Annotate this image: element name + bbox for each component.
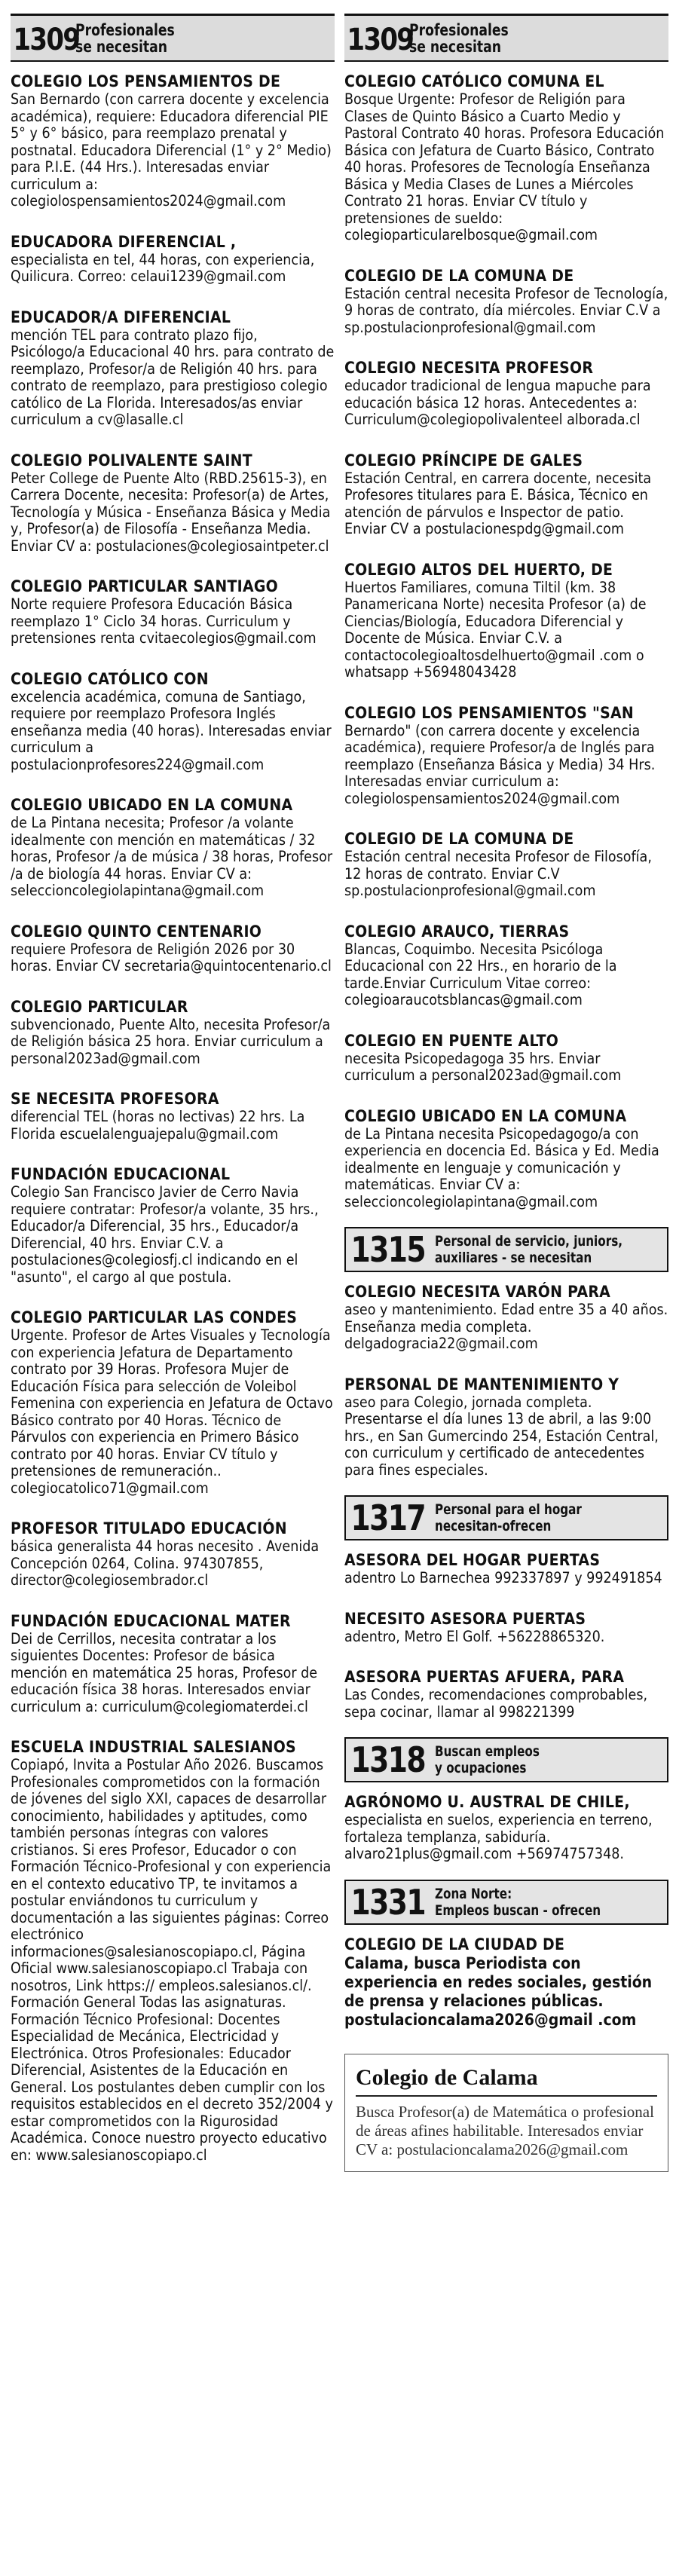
classified-ad xyxy=(344,1668,668,1721)
ad-body: Huertos Familiares, comuna Tiltil (km. 38 Panamericana Norte) necesita Profesor (a) de Ciencias/Biología, Educadora Diferencial y Docente de Música. Enviar C.V. a contactocolegioaltosdelhuerto@gmail .com o whatsapp +56948043428 xyxy=(344,578,647,681)
ad-body: Copiapó, Invita a Postular Año 2026. Buscamos Profesionales comprometidos con la formación de jóvenes del siglo XXI, capaces de desarrollar conocimiento, habilidades y aptitudes, como también personas íntegras con valores cristianos. Si eres Profesor, Educador o con Formación Técnico-Profesional y con experiencia en el contexto educativo TP, te invitamos a postular enviándonos tu curriculum y documentación a las siguientes páginas: Correo electrónico informaciones@salesianoscopiapo.cl, Página Oficial www.salesianoscopiapo.cl Trabaja con nosotros, Link https:// empleos.salesianos.cl/. Formación General Todas las asignaturas. Formación Técnico Profesional: Docentes Especialidad de Mecánica, Electricidad y Electrónica. Otros Profesionales: Educador Diferencial, Asistentes de la Educación en General. Los postulantes deben cumplir con los requisitos establecidos en el decreto 352/2004 y estar comprometidos con la Rigurosidad Académica. Conoce nuestro proyecto educativo en: www.salesianoscopiapo.cl xyxy=(11,1756,333,2164)
ad-title: COLEGIO UBICADO EN LA COMUNA xyxy=(344,1106,627,1125)
ad-title: COLEGIO PARTICULAR xyxy=(11,997,188,1016)
section-number: 1331 xyxy=(350,1881,425,1923)
ad-title: EDUCADOR/A DIFERENCIAL xyxy=(11,307,231,326)
ad-body: requiere Profesora de Religión 2026 por 30 horas. Enviar CV secretaria@quintocentenario.cl xyxy=(11,940,332,974)
classified-ad xyxy=(11,308,335,429)
section-title xyxy=(435,1881,601,1923)
classified-ad xyxy=(11,998,335,1068)
ad-title: COLEGIO UBICADO EN LA COMUNA xyxy=(11,796,293,814)
ad-body: de La Pintana necesita; Profesor /a volante idealmente con mención en matemáticas / 32 horas, Profesor /a de música / 38 horas, Profesor /a de biología 44 horas. Enviar CV a: seleccioncolegiolapintana@gmail.com xyxy=(11,814,333,899)
ad-body: básica generalista 44 horas necesito . Avenida Concepción 0264, Colina. 974307855, director@colegiosembrador.cl xyxy=(11,1537,320,1589)
classified-ad xyxy=(11,233,335,286)
ad-title: COLEGIO QUINTO CENTENARIO xyxy=(11,922,262,941)
ad-body: excelencia académica, comuna de Santiago, requiere por reemplazo Profesora Inglés enseñanza media (40 horas). Interesadas enviar curriculum a postulacionprofesores224@gmail.com xyxy=(11,687,332,773)
classified-ad xyxy=(344,830,668,900)
ad-title: COLEGIO LOS PENSAMIENTOS DE xyxy=(11,72,281,90)
ad-body: adentro, Metro El Golf. +56228865320. xyxy=(344,1627,605,1645)
ad-body: San Bernardo (con carrera docente y excelencia académica), requiere: Educadora diferencial PIE 5° y 6° básico, para reemplazo prenatal y postnatal. Educadora Diferencial (1° y 2° Medio) para P.I.E. (44 Hrs.). Interesadas enviar curriculum a: colegiolospensamientos2024@gmail.com xyxy=(11,90,332,210)
section-title-line2: y ocupaciones xyxy=(435,1760,527,1776)
ad-body: Bosque Urgente: Profesor de Religión para Clases de Quinto Básico a Cuarto Medio y Pastoral Contrato 40 horas. Profesora Educación Básica con Jefatura de Cuarto Básico, Contrato 40 horas. Profesores de Tecnología Enseñanza Básica y Media Clases de Lunes a Miércoles Contrato 21 horas. Enviar CV título y pretensiones de sueldo: colegioparticularelbosque@gmail.com xyxy=(344,90,665,243)
ad-body: Bernardo" (con carrera docente y excelencia académica), requiere Profesor/a de Inglés para reemplazo (Enseñanza Básica y Media) 34 Hrs. Interesadas enviar curriculum a: colegiolospensamientos2024@gmail.com xyxy=(344,721,656,807)
ad-title: COLEGIO CATÓLICO CON xyxy=(11,669,209,688)
section-number: 1309 xyxy=(347,23,414,57)
ads-1318-list xyxy=(344,1793,668,1863)
classified-ad xyxy=(11,796,335,900)
section-header-1331 xyxy=(344,1880,668,1925)
ad-body: Estación Central, en carrera docente, necesita Profesores titulares para E. Básica, Técnico en atención de párvulos e Inspector de patio. Enviar CV a postulacionespdg@gmail.com xyxy=(344,469,652,537)
ad-body: especialista en suelos, experiencia en terreno, fortaleza templanza, sabiduría. alvaro21plus@gmail.com +56974757348. xyxy=(344,1811,653,1862)
ad-body: Peter College de Puente Alto (RBD.25615-3), en Carrera Docente, necesita: Profesor(a) de Artes, Tecnología y Música - Enseñanza Básica y Media y, Profesor(a) de Filosofía - Enseñanza Media. Enviar CV a: postulaciones@colegiosaintpeter.cl xyxy=(11,469,331,555)
section-header-1309-right xyxy=(344,14,668,62)
classified-ad xyxy=(11,922,335,975)
ad-title: COLEGIO NECESITA PROFESOR xyxy=(344,359,594,377)
classified-ad xyxy=(11,1165,335,1286)
section-number: 1309 xyxy=(13,23,80,57)
classified-ad xyxy=(11,1090,335,1143)
ad-title: COLEGIO DE LA COMUNA DE xyxy=(344,266,574,285)
ad-body: adentro Lo Barnechea 992337897 y 992491854 xyxy=(344,1569,662,1586)
ad-body: aseo para Colegio, jornada completa. Presentarse el día lunes 13 de abril, a las 9:00 hrs., en San Gumercindo 254, Estación Central, con curriculum y certificado de antecedentes para fines especiales. xyxy=(344,1393,659,1479)
classified-ad xyxy=(11,1308,335,1497)
ad-body: Dei de Cerrillos, necesita contratar a los siguientes Docentes: Profesor de básica mención en matemática 25 horas, Profesor de educación física 38 horas. Interesados enviar curriculum a: curriculum@colegiomaterdei.cl xyxy=(11,1629,318,1715)
classified-ad xyxy=(344,359,668,429)
section-number: 1315 xyxy=(350,1229,425,1270)
ad-body: Urgente. Profesor de Artes Visuales y Tecnología con experiencia Jefatura de Departamento contrato por 39 Horas. Profesora Mujer de Educación Física para selección de Voleibol Femenina con experiencia en Jefatura de Octavo Básico contrato por 40 Horas. Técnico de Párvulos con experiencia en Primero Básico contrato por 40 horas. Enviar CV título y pretensiones de remuneración.. colegiocatolico71@gmail.com xyxy=(11,1326,333,1497)
ad-title: ASESORA DEL HOGAR PUERTAS xyxy=(344,1551,601,1569)
section-title xyxy=(435,1228,622,1271)
section-title-line1: Profesionales xyxy=(409,21,509,39)
section-title-line1: Personal para el hogar xyxy=(435,1501,582,1518)
section-number: 1318 xyxy=(350,1739,425,1780)
left-ads-list xyxy=(11,72,335,2164)
classified-ad xyxy=(11,1612,335,1716)
ad-title: SE NECESITA PROFESORA xyxy=(11,1090,219,1108)
ad-body: Colegio San Francisco Javier de Cerro Navia requiere contratar: Profesor/a volante, 35 hrs., Educador/a Diferencial, 35 hrs., Educador/a Diferencial, 40 hrs. Enviar C.V. a postulaciones@colegiosfj.cl indicando en el "asunto", el cargo al que postula. xyxy=(11,1183,319,1286)
classified-ad xyxy=(11,1738,335,2164)
ad-body: de La Pintana necesita Psicopedagogo/a con experiencia en docencia Ed. Básica y Ed. Media idealmente en lenguaje y comunicación y matemáticas. Enviar CV a: seleccioncolegiolapintana@gmail.com xyxy=(344,1124,659,1210)
ad-body: subvencionado, Puente Alto, necesita Profesor/a de Religión básica 25 hora. Enviar curriculum a personal2023ad@gmail.com xyxy=(11,1015,331,1067)
classified-ad xyxy=(344,1107,668,1211)
ad-body: Las Condes, recomendaciones comprobables, sepa cocinar, llamar al 998221399 xyxy=(344,1686,648,1721)
classified-ad xyxy=(344,1793,668,1863)
section-header-1317 xyxy=(344,1495,668,1540)
section-title-line1: Personal de servicio, juniors, xyxy=(435,1233,623,1250)
section-title-line2: necesitan-ofrecen xyxy=(435,1518,552,1534)
ad-title: COLEGIO PRÍNCIPE DE GALES xyxy=(344,451,583,470)
classified-ad xyxy=(344,72,668,244)
section-title-line2: auxiliares - se necesitan xyxy=(435,1250,592,1266)
ad-body: mención TEL para contrato plazo fijo, Psicólogo/a Educacional 40 hrs. para contrato de reemplazo, Profesor/a de Religión 40 hrs. para contrato de reemplazo, para prestigioso colegio católico de La Florida. Interesados/as enviar curriculum a cv@lasalle.cl xyxy=(11,326,335,428)
ad-title: COLEGIO EN PUENTE ALTO xyxy=(344,1031,559,1050)
classified-ad xyxy=(11,1519,335,1589)
right-ads-list xyxy=(344,72,668,1210)
promo-box xyxy=(344,2054,668,2172)
ad-body: Calama, busca Periodista con experiencia en redes sociales, gestión de prensa y relaciones públicas. postulacioncalama2026@gmail .com xyxy=(344,1953,653,2029)
promo-body: Busca Profesor(a) de Matemática o profesional de áreas afines habilitable. Interesados enviar CV a: postulacioncalama2026@gmail.com xyxy=(356,2102,654,2158)
right-column xyxy=(344,14,668,2172)
ad-title: EDUCADORA DIFERENCIAL , xyxy=(11,232,237,251)
promo-title: Colegio de Calama xyxy=(356,2065,657,2097)
ad-body: Norte requiere Profesora Educación Básica reemplazo 1° Ciclo 34 horas. Curriculum y pretensiones renta cvitaecolegios@gmail.com xyxy=(11,595,317,647)
ad-title: PROFESOR TITULADO EDUCACIÓN xyxy=(11,1519,287,1537)
classified-ad xyxy=(11,72,335,210)
classified-ad xyxy=(344,1283,668,1353)
section-number: 1317 xyxy=(350,1498,425,1538)
section-title-line2: se necesitan xyxy=(75,38,168,56)
classified-ad xyxy=(11,577,335,647)
classified-ad xyxy=(344,1610,668,1646)
classified-ad xyxy=(344,1375,668,1479)
section-title-line2: Empleos buscan - ofrecen xyxy=(435,1901,601,1919)
ad-title: COLEGIO NECESITA VARÓN PARA xyxy=(344,1283,611,1301)
classified-ad xyxy=(344,267,668,337)
classified-ad xyxy=(344,704,668,808)
ad-body: educador tradicional de lengua mapuche para educación básica 12 horas. Antecedentes a: Curriculum@colegiopolivalenteel alborada.cl xyxy=(344,377,651,428)
classified-ad xyxy=(344,451,668,538)
ads-1315-list xyxy=(344,1283,668,1479)
ad-title: COLEGIO POLIVALENTE SAINT xyxy=(11,451,252,470)
classified-ad xyxy=(344,1551,668,1587)
classified-ad xyxy=(11,670,335,774)
ad-body: Estación central necesita Profesor de Tecnología, 9 horas de contrato, día miércoles. Enviar C.V a sp.postulacionprofesional@gmail.com xyxy=(344,284,668,336)
ad-body: diferencial TEL (horas no lectivas) 22 hrs. La Florida escuelalenguajepalu@gmail.com xyxy=(11,1108,305,1143)
classified-ad xyxy=(11,451,335,555)
ad-body: aseo y mantenimiento. Edad entre 35 a 40 años. Enseñanza media completa. delgadograciа22@gmail.com xyxy=(344,1301,668,1352)
ad-body: Blancas, Coquimbo. Necesita Psicóloga Educacional con 22 Hrs., en horario de la tarde.Enviar Curriculum Vitae correo: colegioaraucotsblancas@gmail.com xyxy=(344,940,617,1008)
section-title-line2: se necesitan xyxy=(409,38,502,56)
ad-title: COLEGIO ARAUCO, TIERRAS xyxy=(344,922,570,941)
section-title xyxy=(409,16,509,60)
ad-title: FUNDACIÓN EDUCACIONAL MATER xyxy=(11,1611,291,1630)
ad-title: FUNDACIÓN EDUCACIONAL xyxy=(11,1165,231,1183)
ad-title: NECESITO ASESORA PUERTAS xyxy=(344,1609,586,1628)
ads-1331-list xyxy=(344,1935,668,2030)
section-header-1318 xyxy=(344,1737,668,1782)
section-header-1309-left xyxy=(11,14,335,62)
ads-1317-list xyxy=(344,1551,668,1721)
ad-title: COLEGIO ALTOS DEL HUERTO, DE xyxy=(344,560,613,579)
ad-title: ASESORA PUERTAS AFUERA, PARA xyxy=(344,1668,625,1686)
classified-ad xyxy=(344,1935,668,2030)
classified-ad xyxy=(344,922,668,1009)
ad-body: Estación central necesita Profesor de Filosofía, 12 horas de contrato. Enviar C.V sp.postulacionprofesional@gmail.com xyxy=(344,848,652,899)
ad-title: COLEGIO DE LA CIUDAD DE xyxy=(344,1935,565,1953)
ad-title: AGRÓNOMO U. AUSTRAL DE CHILE, xyxy=(344,1793,630,1811)
ad-title: COLEGIO CATÓLICO COMUNA EL xyxy=(344,72,604,90)
ad-title: COLEGIO PARTICULAR SANTIAGO xyxy=(11,577,278,595)
section-title xyxy=(435,1739,540,1781)
ad-title: COLEGIO PARTICULAR LAS CONDES xyxy=(11,1308,298,1326)
section-title-line1: Zona Norte: xyxy=(435,1885,512,1902)
section-header-1315 xyxy=(344,1227,668,1272)
classified-ad xyxy=(344,561,668,681)
ad-title: COLEGIO LOS PENSAMIENTOS "SAN xyxy=(344,703,634,722)
section-title xyxy=(435,1497,582,1539)
ad-title: COLEGIO DE LA COMUNA DE xyxy=(344,830,574,848)
left-column xyxy=(11,14,335,2164)
ad-body: necesita Psicopedagoga 35 hrs. Enviar curriculum a personal2023ad@gmail.com xyxy=(344,1049,622,1084)
classified-ad xyxy=(344,1032,668,1085)
ad-title: PERSONAL DE MANTENIMIENTO Y xyxy=(344,1375,619,1394)
section-title xyxy=(75,16,175,60)
ad-title: ESCUELA INDUSTRIAL SALESIANOS xyxy=(11,1738,296,1756)
section-title-line1: Profesionales xyxy=(75,21,175,39)
ad-body: especialista en tel, 44 horas, con experiencia, Quilicura. Correo: celaui1239@gmail.com xyxy=(11,250,315,285)
section-title-line1: Buscan empleos xyxy=(435,1743,540,1760)
